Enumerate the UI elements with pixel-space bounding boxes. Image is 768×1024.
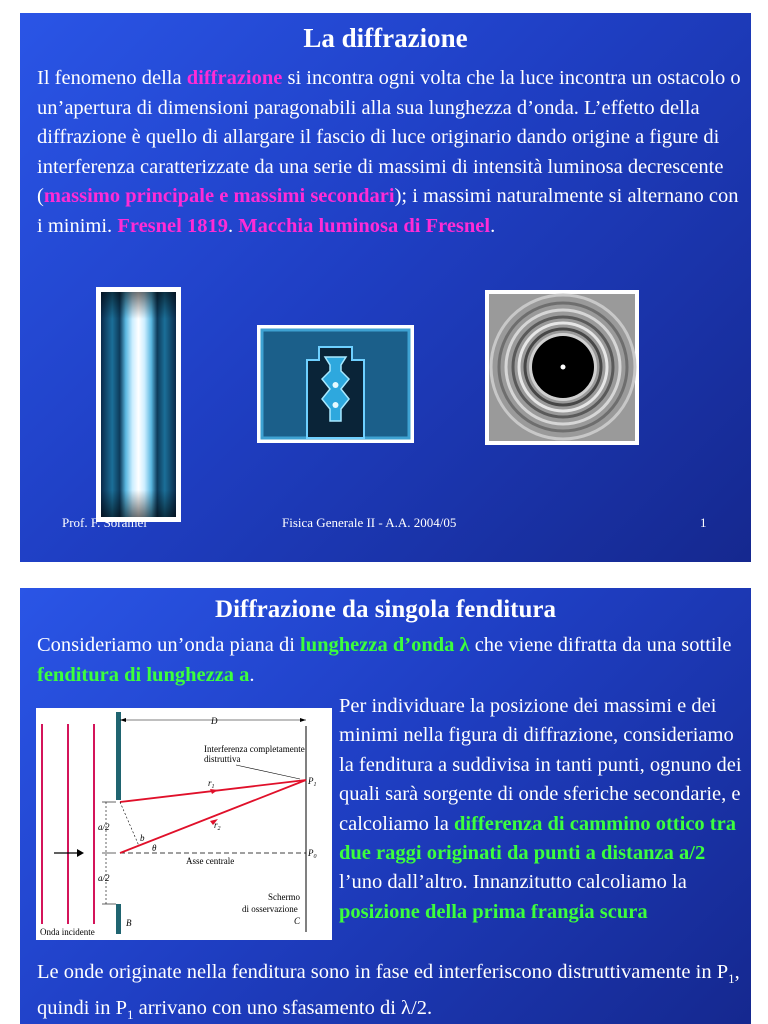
label-r1: $r_1$ (208, 778, 215, 790)
label-r2: $r_2$ (214, 820, 221, 832)
single-slit-diagram (36, 708, 332, 940)
label-b: b (140, 833, 145, 843)
label-B: B (126, 918, 132, 928)
label-P0: $P_0$ (308, 848, 317, 860)
slide-1-paragraph: Il fenomeno della diffrazione si incontra ogni volta che la luce incontra un ostacolo o un’apertura di dimensioni paragonabili alla sua lunghezza d’onda. L’effetto della diffrazione è quello di allargare il fascio di luce originario dando origine a figure di interferenza caratterizzate da una serie di massimi di intensità luminosa decrescente (massimo principale e massimi secondari); i massimi naturalmente si alternano con i minimi. Fresnel 1819. Macchia luminosa di Fresnel. (37, 67, 741, 237)
term-macchia-fresnel: Macchia luminosa di Fresnel (238, 214, 491, 237)
label-a2-bottom: a/2 (98, 873, 110, 883)
label-interferenza-1: Interferenza completamente (204, 744, 305, 754)
footer-course: Fisica Generale II - A.A. 2004/05 (282, 515, 457, 530)
footer-page-number: 1 (700, 515, 707, 530)
label-a2-top: a/2 (98, 822, 110, 832)
fresnel-spot-image (485, 290, 639, 445)
label-interferenza-2: distruttiva (204, 754, 241, 764)
incident-arrow-icon (77, 849, 84, 857)
slit-diffraction-image (96, 287, 181, 522)
term-fenditura: fenditura di lunghezza a (37, 663, 250, 686)
slit-barrier-bottom (116, 904, 121, 934)
slide-2-conclusion: Le onde originate nella fenditura sono in fase ed interferiscono distruttivamente in $P_1$, quindi in $P_1$ arrivano con uno sfasamento di λ/2. (37, 961, 740, 1022)
slide-1 (20, 13, 751, 562)
label-asse-centrale: Asse centrale (186, 856, 235, 866)
label-theta: θ (152, 843, 157, 853)
term-massimi: massimo principale e massimi secondari (43, 185, 395, 207)
term-prima-frangia: posizione della prima frangia scura (339, 900, 648, 923)
slide-2 (20, 588, 751, 1024)
footer-author: Prof. F. Soramel (62, 515, 147, 530)
slide-2-title: Diffrazione da singola fenditura (215, 596, 556, 623)
term-lunghezza-onda: lunghezza d’onda λ (300, 634, 470, 656)
label-onda-incidente: Onda incidente (40, 927, 95, 937)
label-P1: $P_1$ (308, 776, 317, 788)
slit-barrier-top (116, 712, 121, 800)
slide-2-explanation: Per individuare la posizione dei massimi e dei minimi nella figura di diffrazione, consideriamo la fenditura a suddivisa in tanti punti, ognuno dei quali sarà sorgente di onde sferiche secondarie, e calcoliamo la differenza di cammino ottico tra due raggi originati da punti a distanza a/2 l’uno dall’altro. Innanzitutto calcoliamo la posizione della prima frangia scura (339, 695, 742, 923)
label-schermo-2: di osservazione (242, 904, 298, 914)
term-differenza-cammino: differenza di cammino ottico tra due raggi originati da punti a distanza a/2 (339, 812, 736, 865)
razor-diffraction-image (257, 325, 414, 443)
term-fresnel: Fresnel 1819 (117, 214, 228, 237)
term-diffrazione: diffrazione (186, 67, 283, 89)
label-D: D (211, 716, 218, 726)
slide-1-title: La diffrazione (303, 23, 468, 53)
label-C: C (294, 916, 301, 926)
label-schermo-1: Schermo (268, 892, 300, 902)
slide-2-intro: Consideriamo un’onda piana di lunghezza d’onda λ che viene difratta da una sottile fenditura di lunghezza a. (37, 634, 732, 686)
